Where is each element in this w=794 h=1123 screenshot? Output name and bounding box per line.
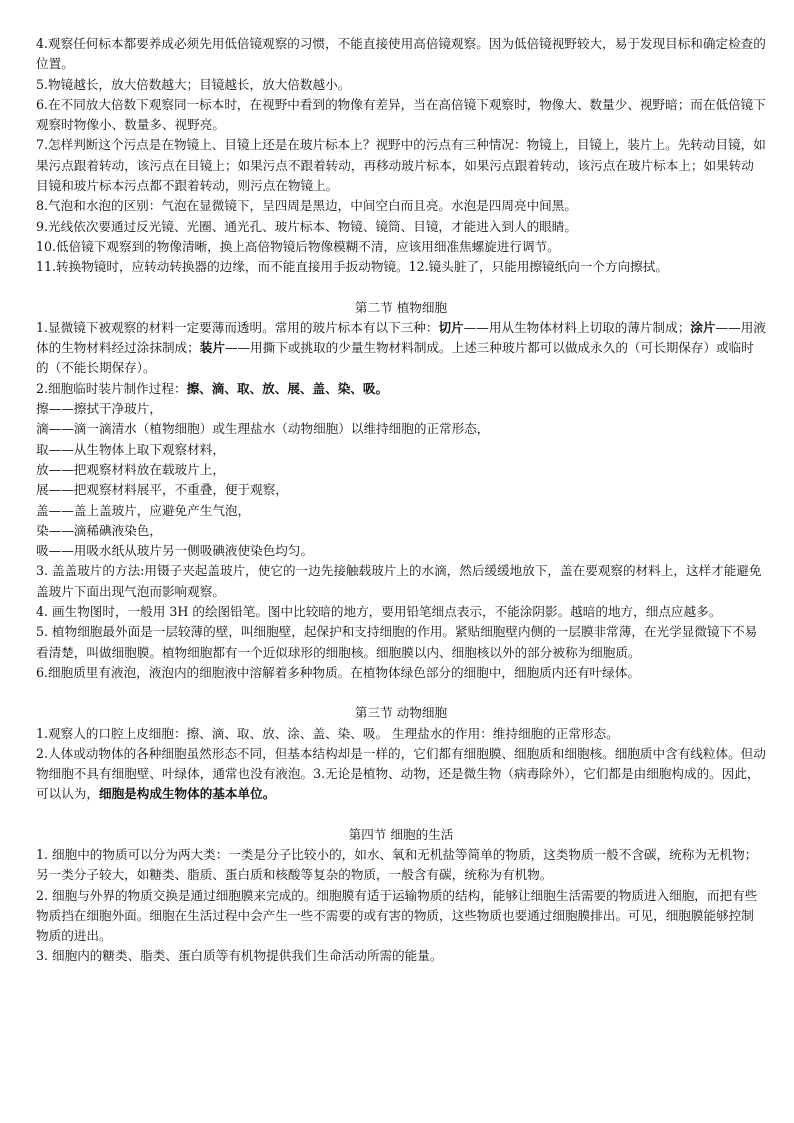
section-animal-cell (36, 703, 766, 804)
note-item-10: 10.低倍镜下观察到的物像清晰，换上高倍物镜后物像模糊不清，应该用细准焦螺旋进行调节。 (36, 238, 560, 254)
note-item-5: 5.物镜越长，放大倍数越大；目镜越长，放大倍数越小。 (36, 76, 351, 92)
section-gap (36, 683, 766, 703)
note-item-7: 7.怎样判断这个污点是在物镜上、目镜上还是在玻片标本上？视野中的污点有三种情况：物镜上，目镜上，装片上。先转动目镜，如果污点跟着转动，该污点在目镜上；如果污点不跟着转动，再移动玻片标本，如果污点跟着转动，该污点在玻片标本上；如果转动目镜和玻片标本污点都不跟着转动，则污点在物镜上。 (36, 137, 766, 194)
plant-item-6: 6.细胞质里有液泡，液泡内的细胞液中溶解着多种物质。在植物体绿色部分的细胞中，细胞质内还有叶绿体。 (36, 664, 640, 680)
section-gap (36, 278, 766, 298)
procedure-step: 展——把观察材料展平，不重叠，便于观察， (36, 482, 288, 498)
animal-item-2 (36, 744, 766, 805)
section-title-cell-life: 第四节 细胞的生活 (348, 826, 454, 842)
note-item-9: 9.光线依次要通过反光镜、光圈、通光孔、玻片标本、物镜、镜筒、目镜，才能进入到人的眼睛。 (36, 218, 577, 234)
plant-item-5: 5. 植物细胞最外面是一层较薄的壁，叫细胞壁，起保护和支持细胞的作用。紧贴细胞壁内侧的一层膜非常薄，在光学显微镜下不易看清楚，叫做细胞膜。植物细胞都有一个近似球形的细胞核。细胞膜以内、细胞核以外的部分被称为细胞质。 (36, 624, 758, 660)
procedure-step: 滴——滴一滴清水（植物细胞）或生理盐水（动物细胞）以维持细胞的正常形态， (36, 421, 490, 437)
plant-item-1 (36, 318, 766, 379)
plant-item-1-text: ——用撕下或挑取的少量生物材料制成。上述三种玻片都可以做成永久的（可长期保存）或临时的（不能长期保存）。 (36, 340, 754, 376)
procedure-step: 盖——盖上盖玻片，应避免产生气泡， (36, 502, 251, 518)
term-mount: 装片 (199, 340, 225, 356)
plant-item-2 (36, 379, 766, 399)
plant-item-1-text: 1.显微镜下被观察的材料一定要薄而透明。常用的玻片标本有以下三种： (36, 319, 439, 335)
document-page (36, 34, 766, 967)
note-item-6: 6.在不同放大倍数下观察同一标本时，在视野中看到的物像有差异，当在高倍镜下观察时，物像大、数量少、视野暗；而在低倍镜下观察时物像小、数量多、视野亮。 (36, 96, 766, 133)
section-title-plant-cell: 第二节 植物细胞 (354, 299, 448, 315)
plant-item-4: 4. 画生物图时，一般用 3H 的绘图铅笔。图中比较暗的地方，要用铅笔细点表示，不能涂阴影。越暗的地方，细点应越多。 (36, 604, 722, 620)
section-microscope-notes (36, 34, 766, 278)
plant-item-1-text: ——用液体的生物材料经过涂抹制成； (36, 319, 766, 356)
procedure-step: 吸——用吸水纸从玻片另一侧吸碘液使染色均匀。 (36, 543, 314, 559)
animal-item-2-text: 2.人体或动物体的各种细胞虽然形态不同，但基本结构却是一样的，它们都有细胞膜、细胞质和细胞核。细胞质中含有线粒体。但动物细胞不具有细胞壁、叶绿体，通常也没有液泡。3.无论是植物、动物，还是微生物（病毒除外），它们都是由细胞构成的。因此，可以认为， (36, 745, 766, 802)
note-item-8: 8.气泡和水泡的区别：气泡在显微镜下，呈四周是黑边，中间空白而且亮。水泡是四周亮中间黑。 (36, 198, 577, 214)
procedure-steps-bold: 擦、滴、取、放、展、盖、染、吸。 (186, 380, 389, 396)
section-cell-life (36, 825, 766, 967)
procedure-step: 取——从生物体上取下观察材料， (36, 441, 225, 457)
section-plant-cell (36, 298, 766, 684)
note-item-11: 11.转换物镜时，应转动转换器的边缘，而不能直接用手扳动物镜。12.镜头脏了，只能用擦镜纸向一个方向擦拭。 (36, 259, 668, 275)
section-title-animal-cell: 第三节 动物细胞 (354, 705, 448, 721)
plant-item-2-text: 2.细胞临时装片制作过程： (36, 380, 187, 396)
plant-item-3: 3. 盖盖玻片的方法:用镊子夹起盖玻片，使它的一边先接触载玻片上的水滴，然后缓缓地放下，盖在要观察的材料上，这样才能避免盖玻片下面出现气泡而影响观察。 (36, 563, 762, 599)
section-gap (36, 805, 766, 825)
procedure-step: 放——把观察材料放在载玻片上， (36, 461, 225, 477)
life-item-1: 1. 细胞中的物质可以分为两大类：一类是分子比较小的，如水、氧和无机盐等简单的物质，这类物质一般不含碳，统称为无机物；另一类分子较大，如糖类、脂质、蛋白质和核酸等复杂的物质，一般含有碳，统称为有机物。 (36, 846, 758, 883)
life-item-2: 2. 细胞与外界的物质交换是通过细胞膜来完成的。细胞膜有适于运输物质的结构，能够让细胞生活需要的物质进入细胞，而把有些物质挡在细胞外面。细胞在生活过程中会产生一些不需要的或有害的物质，这些物质也要通过细胞膜排出。可见，细胞膜能够控制物质的进出。 (36, 887, 758, 944)
key-conclusion: 细胞是构成生物体的基本单位。 (98, 786, 276, 802)
plant-item-1-text: ——用从生物体材料上切取的薄片制成； (463, 319, 691, 335)
animal-item-1: 1.观察人的口腔上皮细胞：擦、滴、取、放、涂、盖、染、吸。 生理盐水的作用：维持细胞的正常形态。 (36, 725, 619, 741)
procedure-step: 擦——擦拭干净玻片， (36, 401, 162, 417)
term-slice: 切片 (438, 319, 464, 335)
term-smear: 涂片 (690, 319, 716, 335)
procedure-step: 染——滴稀碘液染色， (36, 522, 162, 538)
life-item-3: 3. 细胞内的糖类、脂类、蛋白质等有机物提供我们生命活动所需的能量。 (36, 948, 443, 964)
note-item-4: 4.观察任何标本都要养成必须先用低倍镜观察的习惯，不能直接使用高倍镜观察。因为低倍镜视野较大，易于发现目标和确定检查的位置。 (36, 36, 766, 72)
